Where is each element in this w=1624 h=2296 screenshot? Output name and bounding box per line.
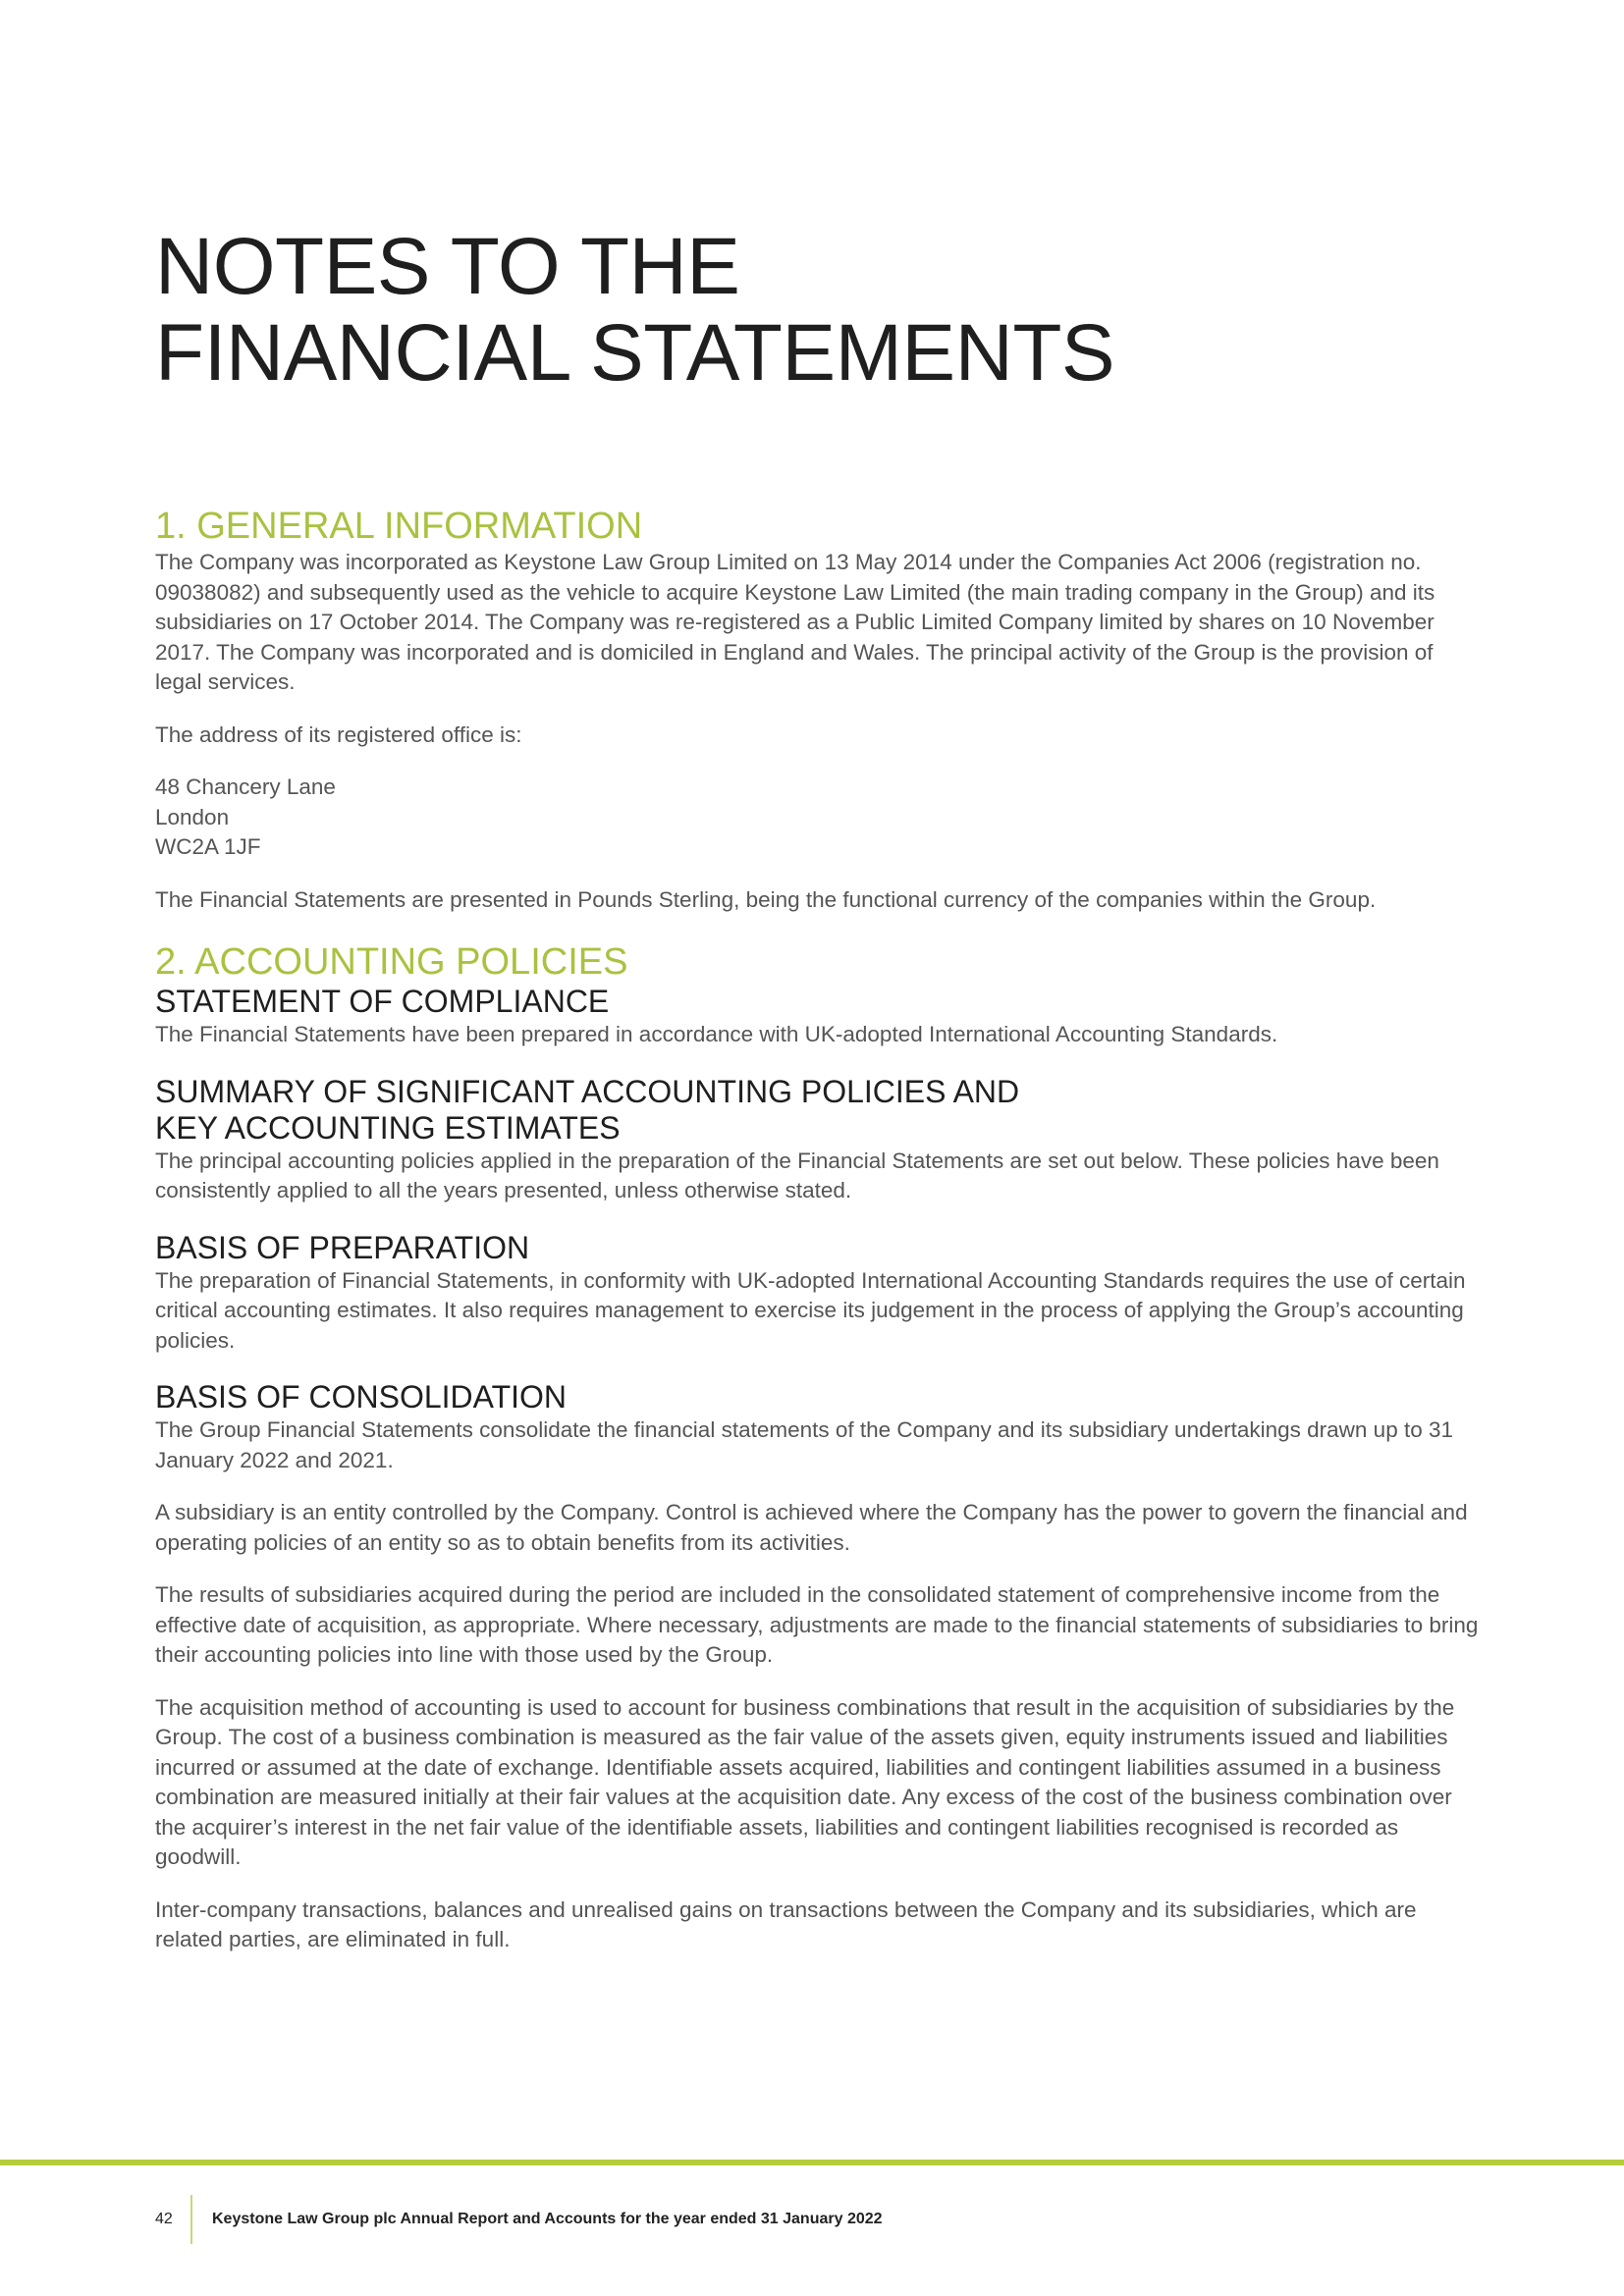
- footer-vertical-divider: [190, 2195, 192, 2244]
- address-line-1: 48 Chancery Lane: [155, 774, 336, 799]
- consolidation-paragraph-4: The acquisition method of accounting is used to account for business combinations that result in the acquisition of subsidiaries by the Group. The cost of a business combination is measured as the fair value of the assets given, equity instruments issued and liabilities incurred or assumed at the date of exchange. Identifiable assets acquired, liabilities and contingent liabilities assumed in a business combination are measured initially at their fair values at the acquisition date. Any excess of the cost of the business combination over the acquirer’s interest in the net fair value of the identifiable assets, liabilities and contingent liabilities recognised is recorded as goodwill.: [155, 1694, 1455, 1869]
- basis-of-consolidation-heading: BASIS OF CONSOLIDATION: [155, 1379, 568, 1415]
- registered-office-intro: The address of its registered office is:: [155, 721, 522, 747]
- address-line-3: WC2A 1JF: [155, 834, 261, 859]
- registered-office-address: [155, 773, 1481, 863]
- summary-heading-line-1: SUMMARY OF SIGNIFICANT ACCOUNTING POLICIES AND: [155, 1073, 1020, 1109]
- summary-of-policies-text: The principal accounting policies applied in the preparation of the Financial Statements are set out below. These policies have been consistently applied to all the years presented, unless otherwise stated.: [155, 1148, 1439, 1202]
- basis-of-preparation-heading: BASIS OF PREPARATION: [155, 1229, 530, 1265]
- page-title: [155, 224, 1481, 397]
- footer-report-title: Keystone Law Group plc Annual Report and Accounts for the year ended 31 January 2022: [212, 2211, 883, 2227]
- summary-heading-line-2: KEY ACCOUNTING ESTIMATES: [155, 1109, 621, 1146]
- basis-of-preparation-text: The preparation of Financial Statements, in conformity with UK-adopted International Accounting Standards requires the use of certain critical accounting estimates. It also requires management to exercise its judgement in the process of applying the Group’s accounting policies.: [155, 1267, 1466, 1353]
- currency-paragraph: The Financial Statements are presented in Pounds Sterling, being the functional currency of the companies within the Group.: [155, 886, 1377, 912]
- summary-of-policies-heading: [155, 1074, 1481, 1147]
- consolidation-paragraph-3: The results of subsidiaries acquired during the period are included in the consolidated statement of comprehensive income from the effective date of acquisition, as appropriate. Where necessary, adjustments are made to the financial statements of subsidiaries to bring their accounting policies into line with those used by the Group.: [155, 1582, 1479, 1667]
- page-title-line-2: FINANCIAL STATEMENTS: [155, 308, 1115, 398]
- consolidation-paragraph-2: A subsidiary is an entity controlled by the Company. Control is achieved where the Company has the power to govern the financial and operating policies of an entity so as to obtain benefits from its activities.: [155, 1500, 1468, 1555]
- general-information-heading: 1. GENERAL INFORMATION: [155, 506, 643, 547]
- accounting-policies-heading: 2. ACCOUNTING POLICIES: [155, 941, 628, 983]
- address-line-2: London: [155, 804, 230, 829]
- page-number: 42: [155, 2211, 173, 2227]
- general-information-paragraph: The Company was incorporated as Keystone Law Group Limited on 13 May 2014 under the Companies Act 2006 (registration no. 09038082) and subsequently used as the vehicle to acquire Keystone Law Limited (the main trading company in the Group) and its subsidiaries on 17 October 2014. The Company was re-registered as a Public Limited Company limited by shares on 10 November 2017. The Company was incorporated and is domiciled in England and Wales. The principal activity of the Group is the provision of legal services.: [155, 550, 1435, 694]
- page-title-line-1: NOTES TO THE: [155, 222, 740, 311]
- accounting-policies-section: [155, 940, 1481, 1955]
- consolidation-paragraph-1: The Group Financial Statements consolidate the financial statements of the Company and its subsidiary undertakings drawn up to 31 January 2022 and 2021.: [155, 1417, 1453, 1472]
- footer-divider-rule: [0, 2160, 1624, 2165]
- page-content: [155, 224, 1481, 1978]
- page-footer: [155, 2195, 883, 2244]
- statement-of-compliance-text: The Financial Statements have been prepared in accordance with UK-adopted International Accounting Standards.: [155, 1022, 1278, 1046]
- consolidation-paragraph-5: Inter-company transactions, balances and unrealised gains on transactions between the Company and its subsidiaries, which are related parties, are eliminated in full.: [155, 1896, 1417, 1951]
- statement-of-compliance-heading: STATEMENT OF COMPLIANCE: [155, 984, 610, 1019]
- general-information-section: [155, 505, 1481, 915]
